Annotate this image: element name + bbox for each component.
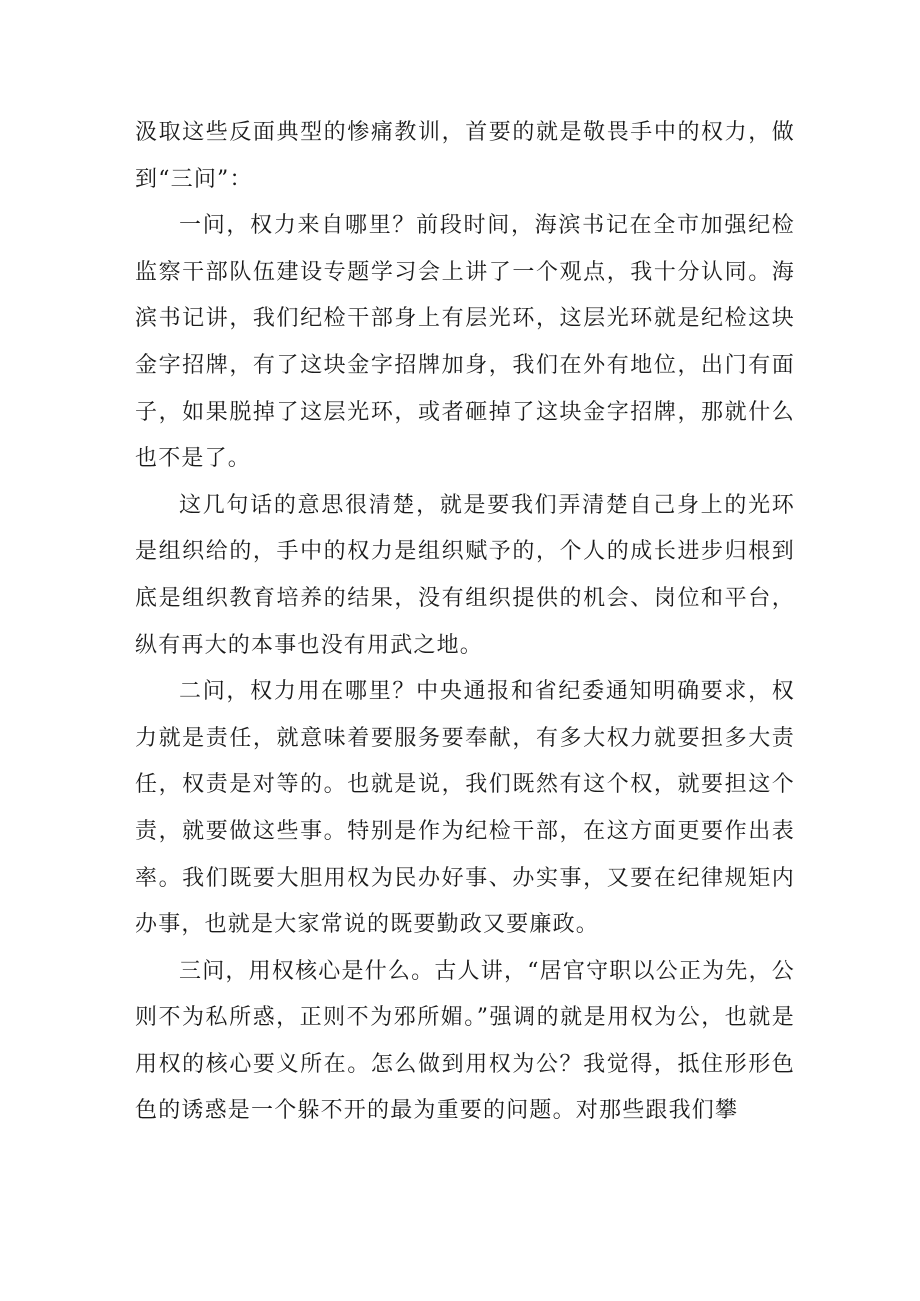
- document-body: [135, 110, 795, 1135]
- paragraph-question-three: 三问，用权核心是什么。古人讲，“居官守职以公正为先，公则不为私所惑，正则不为邪所媚。”强调的就是用权为公，也就是用权的核心要义所在。怎么做到用权为公？我觉得，抵住形形色色的诱惑是一个躲不开的最为重要的问题。对那些跟我们攀: [135, 958, 795, 1124]
- paragraph-explanation: 这几句话的意思很清楚，就是要我们弄清楚自己身上的光环是组织给的，手中的权力是组织赋予的，个人的成长进步归根到底是组织教育培养的结果，没有组织提供的机会、岗位和平台，纵有再大的本事也没有用武之地。: [135, 492, 795, 658]
- paragraph-question-two: 二问，权力用在哪里？中央通报和省纪委通知明确要求，权力就是责任，就意味着要服务要奉献，有多大权力就要担多大责任，权责是对等的。也就是说，我们既然有这个权，就要担这个责，就要做这些事。特别是作为纪检干部，在这方面更要作出表率。我们既要大胆用权为民办好事、办实事，又要在纪律规矩内办事，也就是大家常说的既要勤政又要廉政。: [135, 679, 795, 938]
- paragraph-intro: 汲取这些反面典型的惨痛教训，首要的就是敬畏手中的权力，做到“三问”：: [135, 120, 795, 192]
- paragraph-question-one: 一问，权力来自哪里？前段时间，海滨书记在全市加强纪检监察干部队伍建设专题学习会上讲了一个观点，我十分认同。海滨书记讲，我们纪检干部身上有层光环，这层光环就是纪检这块金字招牌，有了这块金字招牌加身，我们在外有地位，出门有面子，如果脱掉了这层光环，或者砸掉了这块金字招牌，那就什么也不是了。: [135, 213, 795, 472]
